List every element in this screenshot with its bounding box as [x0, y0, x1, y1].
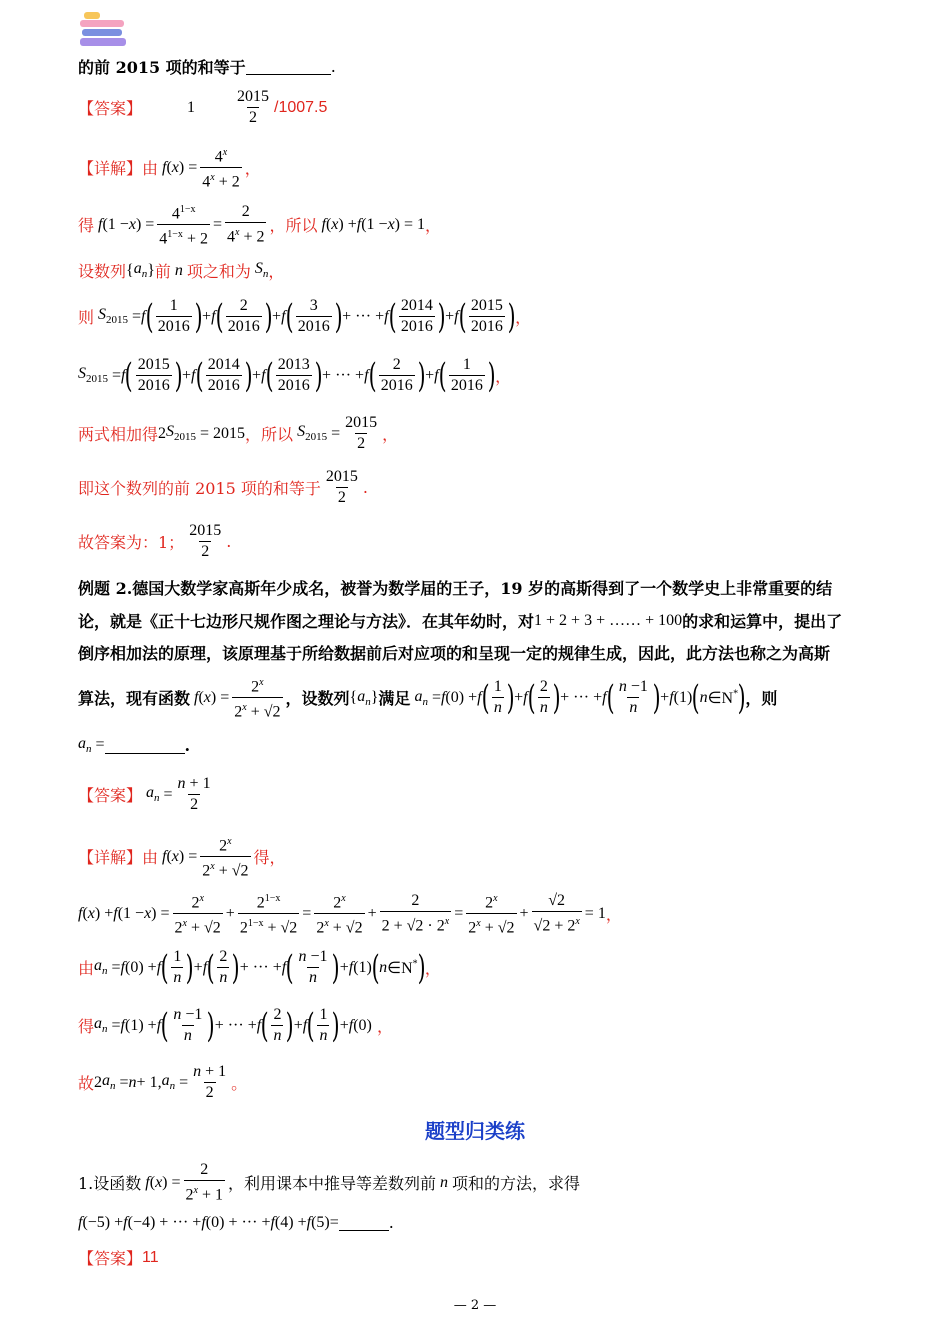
books-logo	[78, 8, 128, 50]
detail-1-line-4: 则 $S_{2015}$ = f ( $\frac{1}{2016}$ ) + f ( $\frac{2}{2016}$ ) + f ( $\frac{3}{2016}$ ) + ··· + f ( $\frac{2014}{2016}$ ) + f ( $\frac{2015}{2016}$ ) ，	[78, 296, 532, 337]
detail-2-line-4: 得 $a_n$ = f (1) + f ( $\frac{n -1}{n}$ ) + ··· + f ( $\frac{2}{n}$ ) + f ( $\frac{1}{n}$ ) + f (0) ，	[78, 1005, 393, 1046]
detail-1-line-2: 得 f (1 − x ) = $\frac{4^{1-x}}{4^{1-x} + 2}$ = $\frac{2}{4^x + 2}$ ，所以 f ( x ) + f (1 − x ) = 1 ，	[78, 203, 442, 248]
detail-1-line-1: 【详解】由 f ( x ) = $\frac{4^x}{4^x + 2}$ ，	[78, 147, 261, 191]
answer-2: 【答案】 $a_n$ = $\frac{n + 1}{2}$	[78, 775, 211, 813]
detail-1-line-7: 即这个数列的前 2015 项的和等于 $\frac{2015}{2}$ .	[78, 468, 368, 506]
detail-2-line-5: 故 2 $a_n$ = n + 1, $a_n$ = $\frac{n + 1}{2}$ 。	[78, 1063, 248, 1101]
detail-2-line-2: f ( x ) + f (1 − x ) = $\frac{2^x}{2^x + √2}$ + $\frac{2^{1-x}}{2^{1-x} + √2}$ = $\frac{2^x}{2^x + √2}$ + $\frac{2}{2 + √2 \cdot 2^x}$ = $\frac{2^x}{2^x + √2}$ + $\frac{√2}{√2 + 2^x}$ = 1 ，	[78, 892, 622, 937]
detail-1-line-3: 设数列 { $a_n$ } 前 n 项之和为 $S_n$ ，	[78, 260, 285, 281]
example-2-line-4: 算法，现有函数 f ( x ) = $\frac{2^x}{2^x + √2}$ ，设数列 { $a_n$ } 满足 $a_n$ = f (0) + f ( $\frac{1}{n}$ ) + f ( $\frac{2}{n}$ ) + ··· + f ( $\frac{n -1}{n}$ ) + f (1) ( n ∈N* ) ，则	[78, 677, 778, 721]
detail-1-line-5: $S_{2015}$ = f ( $\frac{2015}{2016}$ ) + f ( $\frac{2014}{2016}$ ) + f ( $\frac{2013}{2016}$ ) + ··· + f ( $\frac{2}{2016}$ ) + f ( $\frac{1}{2016}$ ) ，	[78, 355, 512, 396]
example-2-line-5: $a_n$ = .	[78, 735, 191, 756]
detail-1-line-6: 两式相加得 2 $S_{2015}$ = 2015 ，所以 $S_{2015}$ = $\frac{2015}{2}$ ，	[78, 414, 399, 452]
detail-2-line-1: 【详解】由 f ( x ) = $\frac{2^x}{2^x + √2}$ 得，	[78, 836, 286, 880]
question-1-line-1: 1.设函数 f ( x ) = $\frac{2}{2^x + 1}$ ，利用课本中推导等差数列前 n 项和的方法，求得	[78, 1161, 581, 1204]
answer-1: 【答案】 1 $\frac{2015}{2}$ /1007.5	[78, 88, 328, 126]
example-2-line-1: 例题 2. 德国大数学家高斯年少成名，被誉为数学届的王子，19 岁的高斯得到了一个数学史上非常重要的结	[78, 579, 833, 598]
intro-line: 的前 2015 项的和等于 .	[78, 57, 336, 77]
page-number: — 2 —	[453, 1298, 497, 1313]
detail-2-line-3: 由 $a_n$ = f (0) + f ( $\frac{1}{n}$ ) + f ( $\frac{2}{n}$ ) + ··· + f ( $\frac{n -1}{n}$ ) + f (1) ( n ∈N* ) ，	[78, 947, 441, 988]
answer-blank	[246, 58, 331, 75]
section-title: 题型归类练	[425, 1119, 525, 1143]
example-2-line-3: 倒序相加法的原理，该原理基于所给数据前后对应项的和呈现一定的规律生成，因此，此方法也称之为高斯	[78, 644, 831, 663]
example-2-line-2: 论，就是《正十七边形尺规作图之理论与方法》．在其年幼时，对 1 + 2 + 3 + …… + 100 的求和运算中，提出了	[78, 611, 843, 631]
answer-blank-3	[339, 1214, 389, 1231]
answer-3: 【答案】 11	[78, 1248, 159, 1268]
question-1-line-2: f (−5) + f (−4) + ··· + f (0) + ··· + f (4) + f (5)= .	[78, 1213, 394, 1232]
answer-blank-2	[105, 737, 185, 754]
detail-1-line-8: 故答案为：1； $\frac{2015}{2}$ .	[78, 522, 232, 560]
